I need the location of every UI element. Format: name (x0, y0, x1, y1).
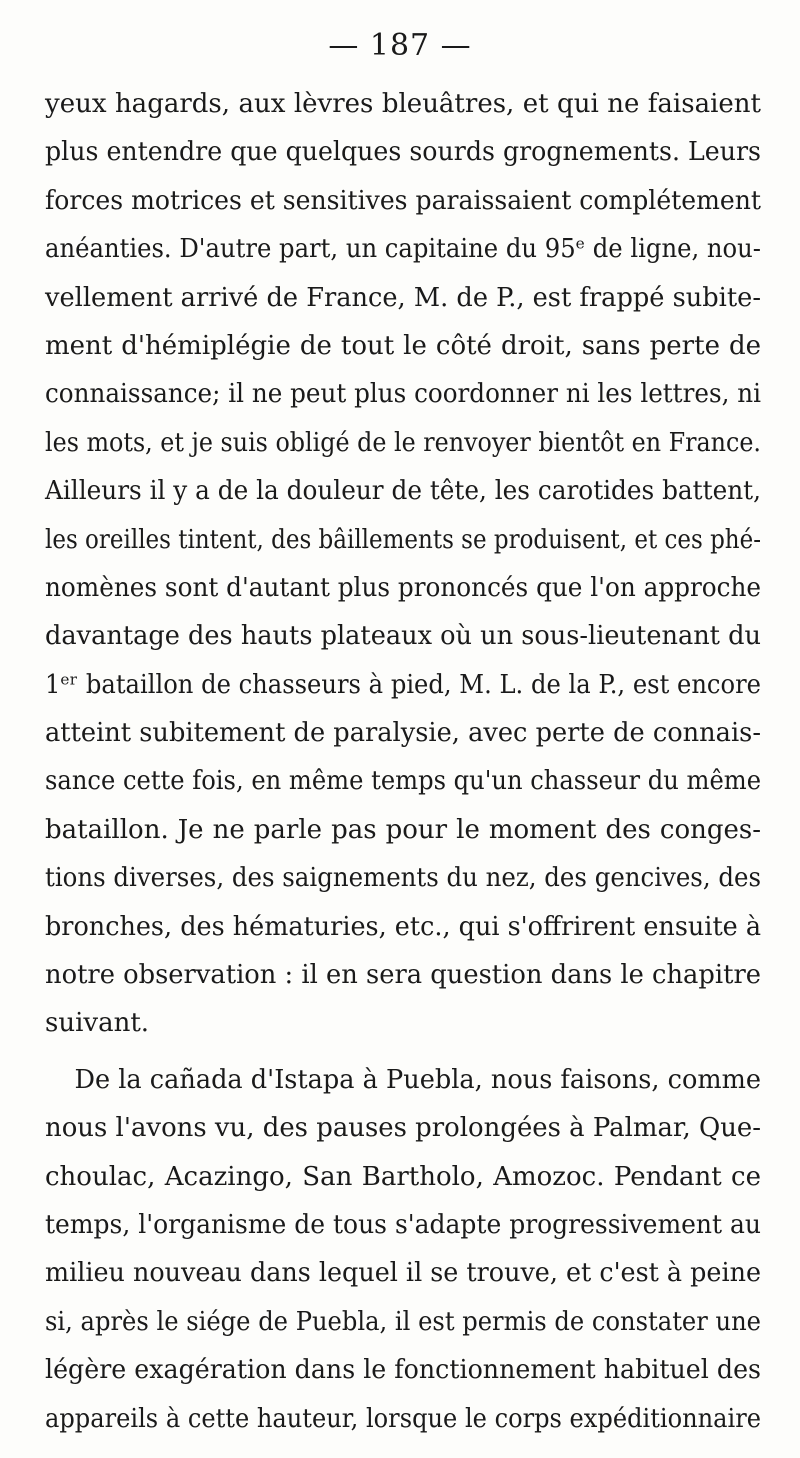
text-line: les oreilles tintent, des bâillements se produisent, et ces phé- (45, 524, 761, 555)
text-line: choulac, Acazingo, San Bartholo, Amozoc. Pendant ce (45, 1161, 761, 1192)
text-line: suivant. (45, 1008, 150, 1039)
text-line: Ailleurs il y a de la douleur de tête, les carotides battent, (45, 476, 761, 507)
text-line: yeux hagards, aux lèvres bleuâtres, et qui ne faisaient (45, 89, 761, 119)
text-line: connaissance; il ne peut plus coordonner ni les lettres, ni (45, 379, 761, 410)
text-line: tions diverses, des saignements du nez, des gencives, des (45, 863, 762, 894)
paragraph-1 (45, 80, 761, 1048)
text-line: milieu nouveau dans lequel il se trouve, et c'est à peine (45, 1258, 761, 1289)
text-line: bataillon. Je ne parle pas pour le moment des conges- (45, 814, 761, 845)
text-line: atteint subitement de paralysie, avec perte de connais- (45, 718, 761, 749)
page-number: — 187 — (328, 28, 472, 63)
text-line: temps, l'organisme de tous s'adapte progressivement au (45, 1209, 761, 1240)
text-line: plus entendre que quelques sourds grognements. Leurs (45, 137, 762, 168)
text-line: légère exagération dans le fonctionnement habituel des (45, 1355, 762, 1386)
body-text (45, 80, 761, 1443)
text-line: ment d'hémiplégie de tout le côté droit, sans perte de (45, 330, 761, 361)
text-line: nomènes sont d'autant plus prononcés que l'on approche (45, 572, 762, 603)
text-line: forces motrices et sensitives paraissaient complétement (45, 185, 761, 216)
text-line: sance cette fois, en même temps qu'un chasseur du même (45, 766, 762, 797)
text-line: davantage des hauts plateaux où un sous-lieutenant du (45, 621, 761, 652)
paragraph-2 (45, 1056, 761, 1443)
text-line: De la cañada d'Istapa à Puebla, nous faisons, comme (74, 1064, 761, 1095)
text-line: si, après le siége de Puebla, il est permis de constater une (45, 1306, 761, 1337)
text-line: 1ᵉʳ bataillon de chasseurs à pied, M. L. de la P., est encore (45, 669, 761, 700)
text-line: anéanties. D'autre part, un capitaine du 95ᵉ de ligne, nou- (45, 234, 761, 265)
text-line: vellement arrivé de France, M. de P., est frappé subite- (45, 282, 762, 313)
paragraph-gap (45, 1048, 761, 1056)
text-line: nous l'avons vu, des pauses prolongées à Palmar, Que- (45, 1113, 762, 1144)
text-line: les mots, et je suis obligé de le renvoyer bientôt en France. (45, 427, 761, 458)
text-line: appareils à cette hauteur, lorsque le corps expéditionnaire (45, 1403, 762, 1434)
text-line: bronches, des hématuries, etc., qui s'offrirent ensuite à (45, 911, 762, 942)
text-line: notre observation : il en sera question dans le chapitre (45, 960, 761, 991)
